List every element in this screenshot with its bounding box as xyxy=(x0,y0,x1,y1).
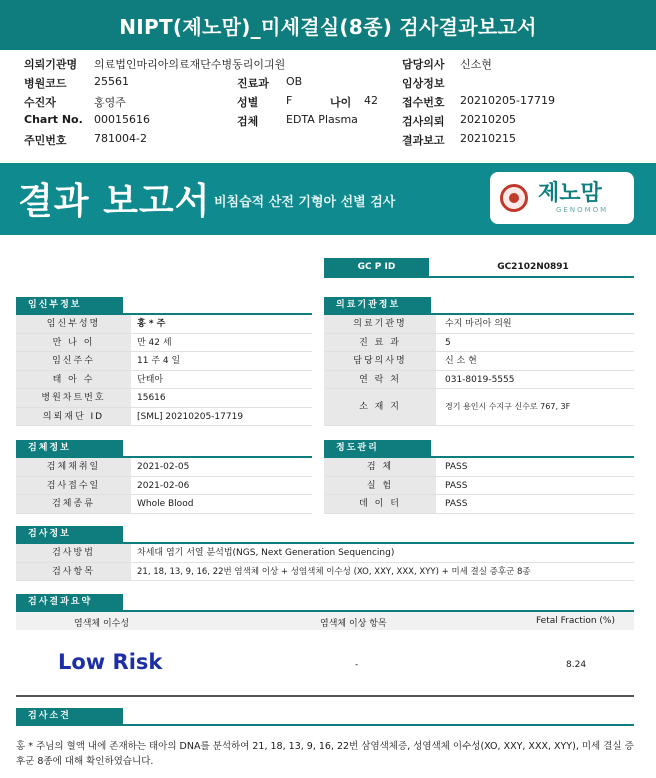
table-row xyxy=(16,371,312,390)
findings-text: 홍 * 주님의 혈액 내에 존재하는 태아의 DNA를 분석하여 21, 18, 13, 9, 16, 22번 삼염색체증, 성염색체 이수성(XO, XXY, XXX, XYY), 미세 결실 증후군 8종에 대해 확인하였습니다. xyxy=(16,741,634,767)
table-row xyxy=(324,334,634,353)
row-value: PASS xyxy=(445,462,468,472)
section-header-specimen: 검체정보 xyxy=(16,440,123,456)
meta-label: 진료과 xyxy=(237,77,269,90)
row-key: 검체채취일 xyxy=(16,458,131,476)
table-row xyxy=(16,352,312,371)
banner-subtitle: 비침습적 산전 기형아 선별 검사 xyxy=(214,195,396,210)
meta-label: Chart No. xyxy=(24,113,83,126)
row-key: 임신주수 xyxy=(16,352,131,370)
row-key: 의료기관명 xyxy=(324,315,436,333)
meta-value: 00015616 xyxy=(94,113,150,126)
table-row xyxy=(16,563,634,582)
section-header-qc: 정도관리 xyxy=(324,440,431,456)
section-header-findings: 검사소견 xyxy=(16,708,123,724)
row-value: 2021-02-06 xyxy=(137,480,190,491)
meta-value: 20210215 xyxy=(460,132,516,145)
meta-row xyxy=(24,73,644,92)
meta-value: 홍영주 xyxy=(94,96,126,109)
row-key: 의뢰재단 ID xyxy=(16,408,131,426)
gcpid-label: GC P ID xyxy=(324,258,429,276)
row-value: 신 소 현 xyxy=(445,356,477,366)
meta-label: 나이 xyxy=(330,96,352,109)
meta-label: 병원코드 xyxy=(24,77,67,90)
row-key: 병원차트번호 xyxy=(16,389,131,407)
meta-label: 주민번호 xyxy=(24,134,67,147)
table-row xyxy=(16,477,312,496)
row-value: 21, 18, 13, 9, 16, 22번 염색체 이상 + 성염색체 이수성 (XO, XXY, XXX, XYY) + 미세 결실 증후군 8종 xyxy=(137,566,531,577)
row-key: 실 험 xyxy=(324,477,436,495)
row-value: 5 xyxy=(445,337,451,348)
row-value: 수지 마리아 의원 xyxy=(445,319,512,329)
table-row xyxy=(16,458,312,477)
table-row xyxy=(324,352,634,371)
table-row xyxy=(324,389,634,426)
fetal-fraction-value: 8.24 xyxy=(566,660,587,670)
row-value: 031-8019-5555 xyxy=(445,374,515,385)
row-key: 검체종류 xyxy=(16,495,131,513)
row-value: Whole Blood xyxy=(137,499,194,509)
section-header-summary: 검사결과요약 xyxy=(16,594,123,610)
meta-value: EDTA Plasma xyxy=(286,113,358,126)
row-key: 검사방법 xyxy=(16,544,131,562)
table-row xyxy=(324,458,634,477)
table-row xyxy=(16,315,312,334)
meta-value: 의료법인마리아의료재단수병동리이긔원 xyxy=(94,58,286,71)
meta-row xyxy=(24,92,644,111)
row-value: 경기 용인시 수지구 신수로 767, 3F xyxy=(445,402,571,411)
table-row xyxy=(16,334,312,353)
report-title: NIPT(제노맘)_미세결실(8종) 검사결과보고서 xyxy=(119,14,537,39)
meta-info xyxy=(24,54,644,149)
table-row xyxy=(16,495,312,514)
meta-row xyxy=(24,54,644,73)
gcpid-value: GC2102N0891 xyxy=(497,262,569,272)
meta-value: 42 xyxy=(364,94,378,107)
meta-label: 의뢰기관명 xyxy=(24,58,78,71)
genomom-logo xyxy=(490,172,634,224)
row-key: 검 체 xyxy=(324,458,436,476)
row-value: 차세대 염기 서열 분석법(NGS, Next Generation Sequencing) xyxy=(137,548,395,558)
test-table xyxy=(16,544,634,581)
meta-value: 20210205 xyxy=(460,113,516,126)
row-value: 만 42 세 xyxy=(137,337,172,348)
result-risk: Low Risk xyxy=(58,650,163,674)
section-header-institution: 의료기관정보 xyxy=(324,297,431,313)
meta-value: OB xyxy=(286,75,303,88)
meta-value: F xyxy=(286,94,293,107)
meta-label: 성별 xyxy=(237,96,259,109)
row-value: 2021-02-05 xyxy=(137,462,190,472)
meta-row xyxy=(24,130,644,149)
logo-mark-icon xyxy=(500,184,528,212)
row-value: 15616 xyxy=(137,393,166,403)
meta-label: 임상정보 xyxy=(402,77,445,90)
qc-table xyxy=(324,458,634,514)
row-value: [SML] 20210205-17719 xyxy=(137,411,244,422)
row-key: 임신부성명 xyxy=(16,315,131,333)
row-value: PASS xyxy=(445,499,468,509)
meta-value: 781004-2 xyxy=(94,132,147,145)
column-header: 염색체 이상 항목 xyxy=(320,619,387,629)
row-key: 태 아 수 xyxy=(16,371,131,389)
meta-label: 담당의사 xyxy=(402,58,445,71)
column-header: 염색체 이수성 xyxy=(74,619,130,629)
row-value: PASS xyxy=(445,480,468,491)
meta-value: 20210205-17719 xyxy=(460,94,555,107)
divider xyxy=(16,695,634,697)
row-key: 소 재 지 xyxy=(324,389,436,425)
institution-table xyxy=(324,315,634,426)
meta-label: 접수번호 xyxy=(402,96,445,109)
meta-row xyxy=(24,111,644,130)
summary-column-headers xyxy=(16,612,634,630)
table-row xyxy=(324,371,634,390)
table-row xyxy=(324,477,634,496)
row-key: 진 료 과 xyxy=(324,334,436,352)
row-key: 연 락 처 xyxy=(324,371,436,389)
column-header: Fetal Fraction (%) xyxy=(536,616,615,626)
report-title-bar xyxy=(0,0,656,50)
table-row xyxy=(324,495,634,514)
divider xyxy=(16,724,634,726)
section-header-test: 검사정보 xyxy=(16,526,123,542)
row-key: 데 이 터 xyxy=(324,495,436,513)
meta-label: 검체 xyxy=(237,115,259,128)
meta-label: 검사의뢰 xyxy=(402,115,445,128)
row-value: 11 주 4 일 xyxy=(137,356,181,366)
row-key: 검사항목 xyxy=(16,563,131,581)
divider xyxy=(324,276,634,278)
row-value: 단태아 xyxy=(137,374,164,385)
meta-value: 신소현 xyxy=(460,58,492,71)
meta-label: 수진자 xyxy=(24,96,56,109)
abnormal-items-value: - xyxy=(355,660,359,670)
row-value: 홍 * 주 xyxy=(137,319,166,329)
table-row xyxy=(16,389,312,408)
row-key: 만 나 이 xyxy=(16,334,131,352)
logo-text: 제노맘 xyxy=(538,181,602,206)
section-header-pregnancy: 임신부정보 xyxy=(16,297,123,313)
table-row xyxy=(16,408,312,427)
table-row xyxy=(324,315,634,334)
logo-subtext: GENOMOM xyxy=(556,206,609,214)
row-key: 검사접수일 xyxy=(16,477,131,495)
meta-value: 25561 xyxy=(94,75,129,88)
meta-label: 결과보고 xyxy=(402,134,445,147)
pregnancy-table xyxy=(16,315,312,426)
specimen-table xyxy=(16,458,312,514)
row-key: 담당의사명 xyxy=(324,352,436,370)
table-row xyxy=(16,544,634,563)
banner-title: 결과 보고서 xyxy=(18,181,211,222)
